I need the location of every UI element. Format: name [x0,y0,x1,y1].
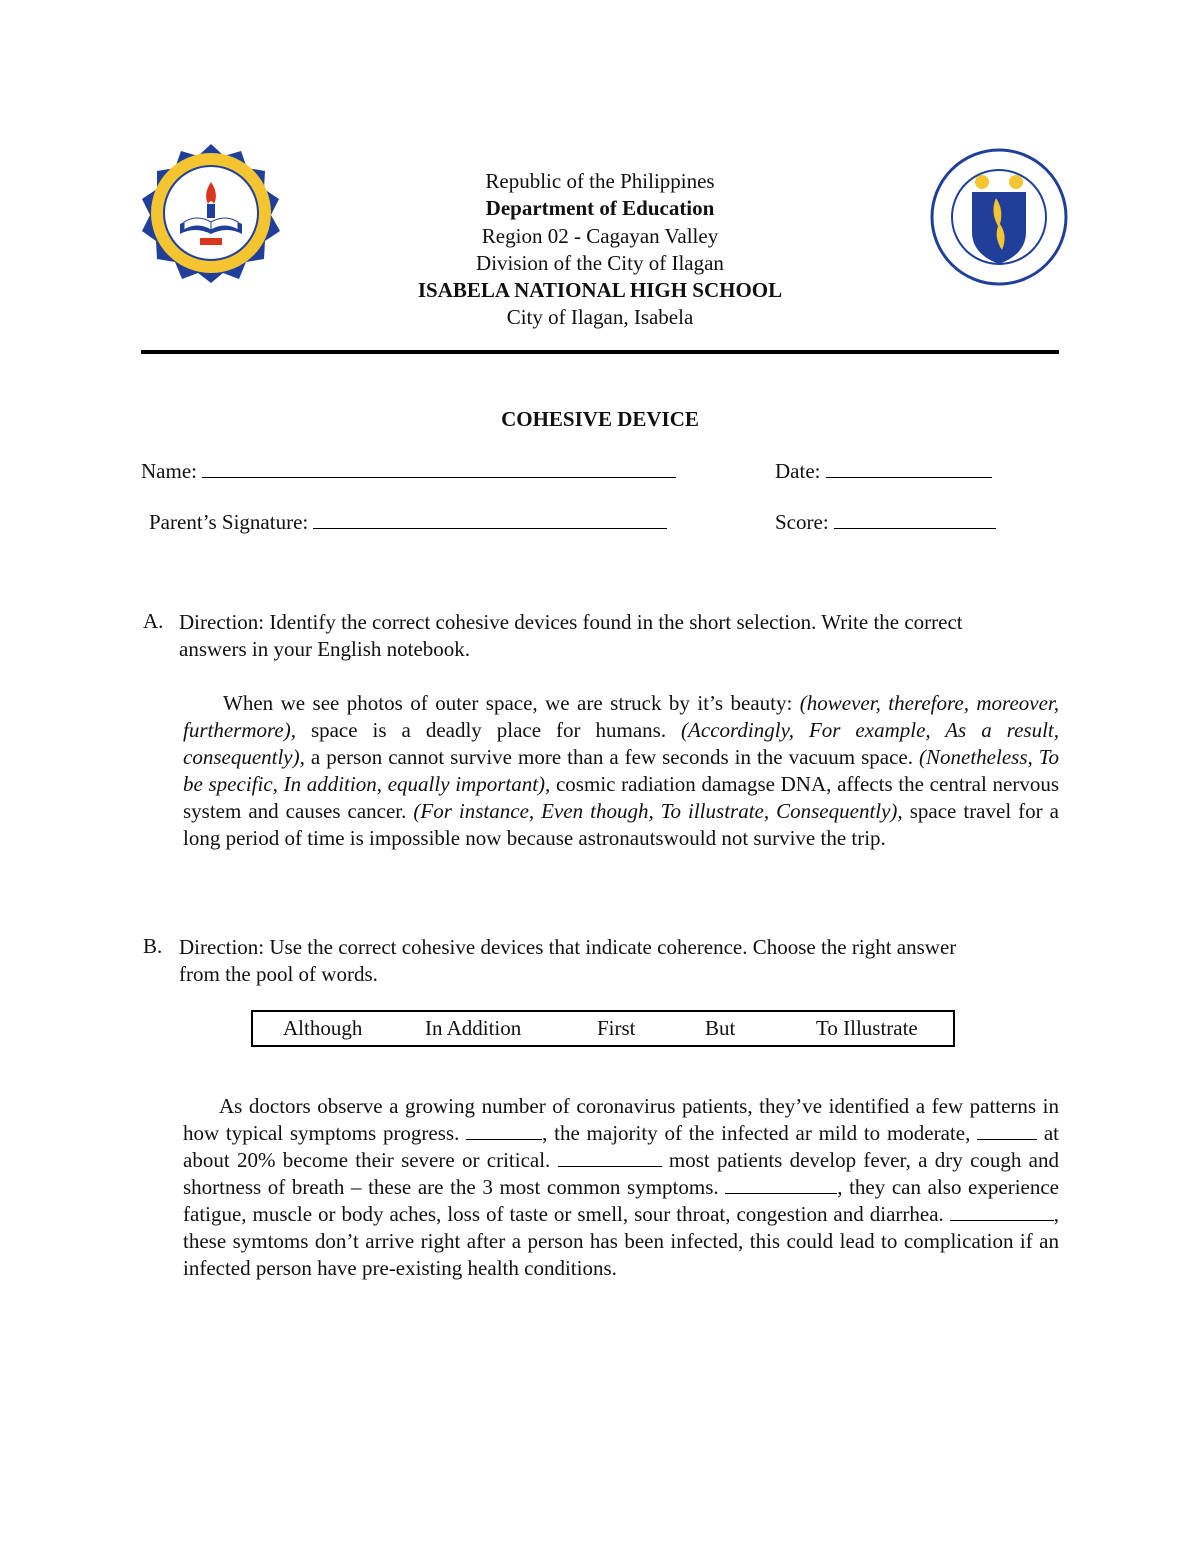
pool-word: But [705,1016,736,1040]
choice-set-4: (For instance, Even though, To illustrate, Consequently), [413,799,903,823]
region-line: Region 02 - Cagayan Valley [481,223,719,248]
school-logo [140,142,282,284]
passage-text: space travel for a long period of time is impossible now because astronautswould not survive the trip. [183,799,1059,850]
school-name: ISABELA NATIONAL HIGH SCHOOL [417,278,783,303]
choice-set-2: (Accordingly, For example, As a result, consequently), [183,718,1059,769]
date-blank[interactable] [826,457,992,478]
republic-line: Republic of the Philippines [485,169,715,193]
passage-text: When we see photos of outer space, we are struck by it’s beauty: [223,691,800,715]
name-label: Name: [141,459,197,483]
section-b-direction [179,934,1059,988]
signature-label: Parent’s Signature: [149,510,309,534]
passage-text: a person cannot survive more than a few seconds in the vacuum space. [304,745,920,769]
score-blank[interactable] [834,508,996,529]
division-line: Division of the City of Ilagan [476,250,724,275]
section-b-letter: B. [143,934,163,958]
passage-text: As doctors observe a growing number of coronavirus patients, they’ve identified a few patterns in how typical symptoms progress. [183,1094,1059,1145]
score-field [775,508,996,535]
passage-text: most patients develop fever, a dry cough and shortness of breath – these are the 3 most common symptoms. [183,1148,1059,1199]
date-label: Date: [775,459,821,483]
letterhead [300,168,900,332]
section-a-direction-line1: Direction: Identify the correct cohesive devices found in the short selection. Write the correct [179,610,963,634]
section-b-direction-line1: Direction: Use the correct cohesive devices that indicate coherence. Choose the right answer [179,935,957,959]
name-field [141,457,676,484]
passage-text: , these symtoms don’t arrive right after a person has been infected, this could lead to complication if an infected person have pre-existing health conditions. [183,1202,1059,1280]
answer-blank-5[interactable] [950,1202,1054,1221]
date-field [775,457,992,484]
section-a-passage [183,690,1059,852]
signature-field [149,508,667,535]
word-pool-box [251,1010,955,1047]
score-label: Score: [775,510,829,534]
passage-text: cosmic radiation damagse DNA, affects the central nervous system and causes cancer. [183,772,1059,823]
passage-text: , they can also experience fatigue, muscle or body aches, loss of taste or smell, sour throat, congestion and diarrhea. [183,1175,1059,1226]
deped-seal [926,146,1072,288]
section-a-direction-line2: answers in your English notebook. [179,637,471,661]
passage-text: space is a deadly place for humans. [295,718,682,742]
answer-blank-2[interactable] [977,1121,1037,1140]
department-line: Department of Education [485,196,715,221]
choice-set-1: (however, therefore, moreover, furthermore), [183,691,1060,742]
choice-set-3: (Nonetheless, To be specific, In addition, equally important), [183,745,1059,796]
section-b-passage [183,1093,1059,1282]
answer-blank-3[interactable] [558,1148,662,1167]
city-line: City of Ilagan, Isabela [506,305,694,330]
passage-text: , the majority of the infected ar mild to moderate, [542,1121,978,1145]
name-blank[interactable] [202,457,676,478]
pool-word: Although [283,1016,363,1040]
pool-word: In Addition [425,1016,522,1040]
header-divider [141,350,1059,354]
pool-word: To Illustrate [816,1016,918,1040]
page-title: COHESIVE DEVICE [501,407,699,431]
section-a-direction [179,609,1059,663]
answer-blank-4[interactable] [725,1175,837,1194]
section-b-direction-line2: from the pool of words. [179,962,378,986]
signature-blank[interactable] [313,508,667,529]
pool-word: First [597,1016,636,1040]
answer-blank-1[interactable] [466,1121,542,1140]
passage-text: at about 20% become their severe or critical. [183,1121,1060,1172]
section-a-letter: A. [143,609,164,633]
